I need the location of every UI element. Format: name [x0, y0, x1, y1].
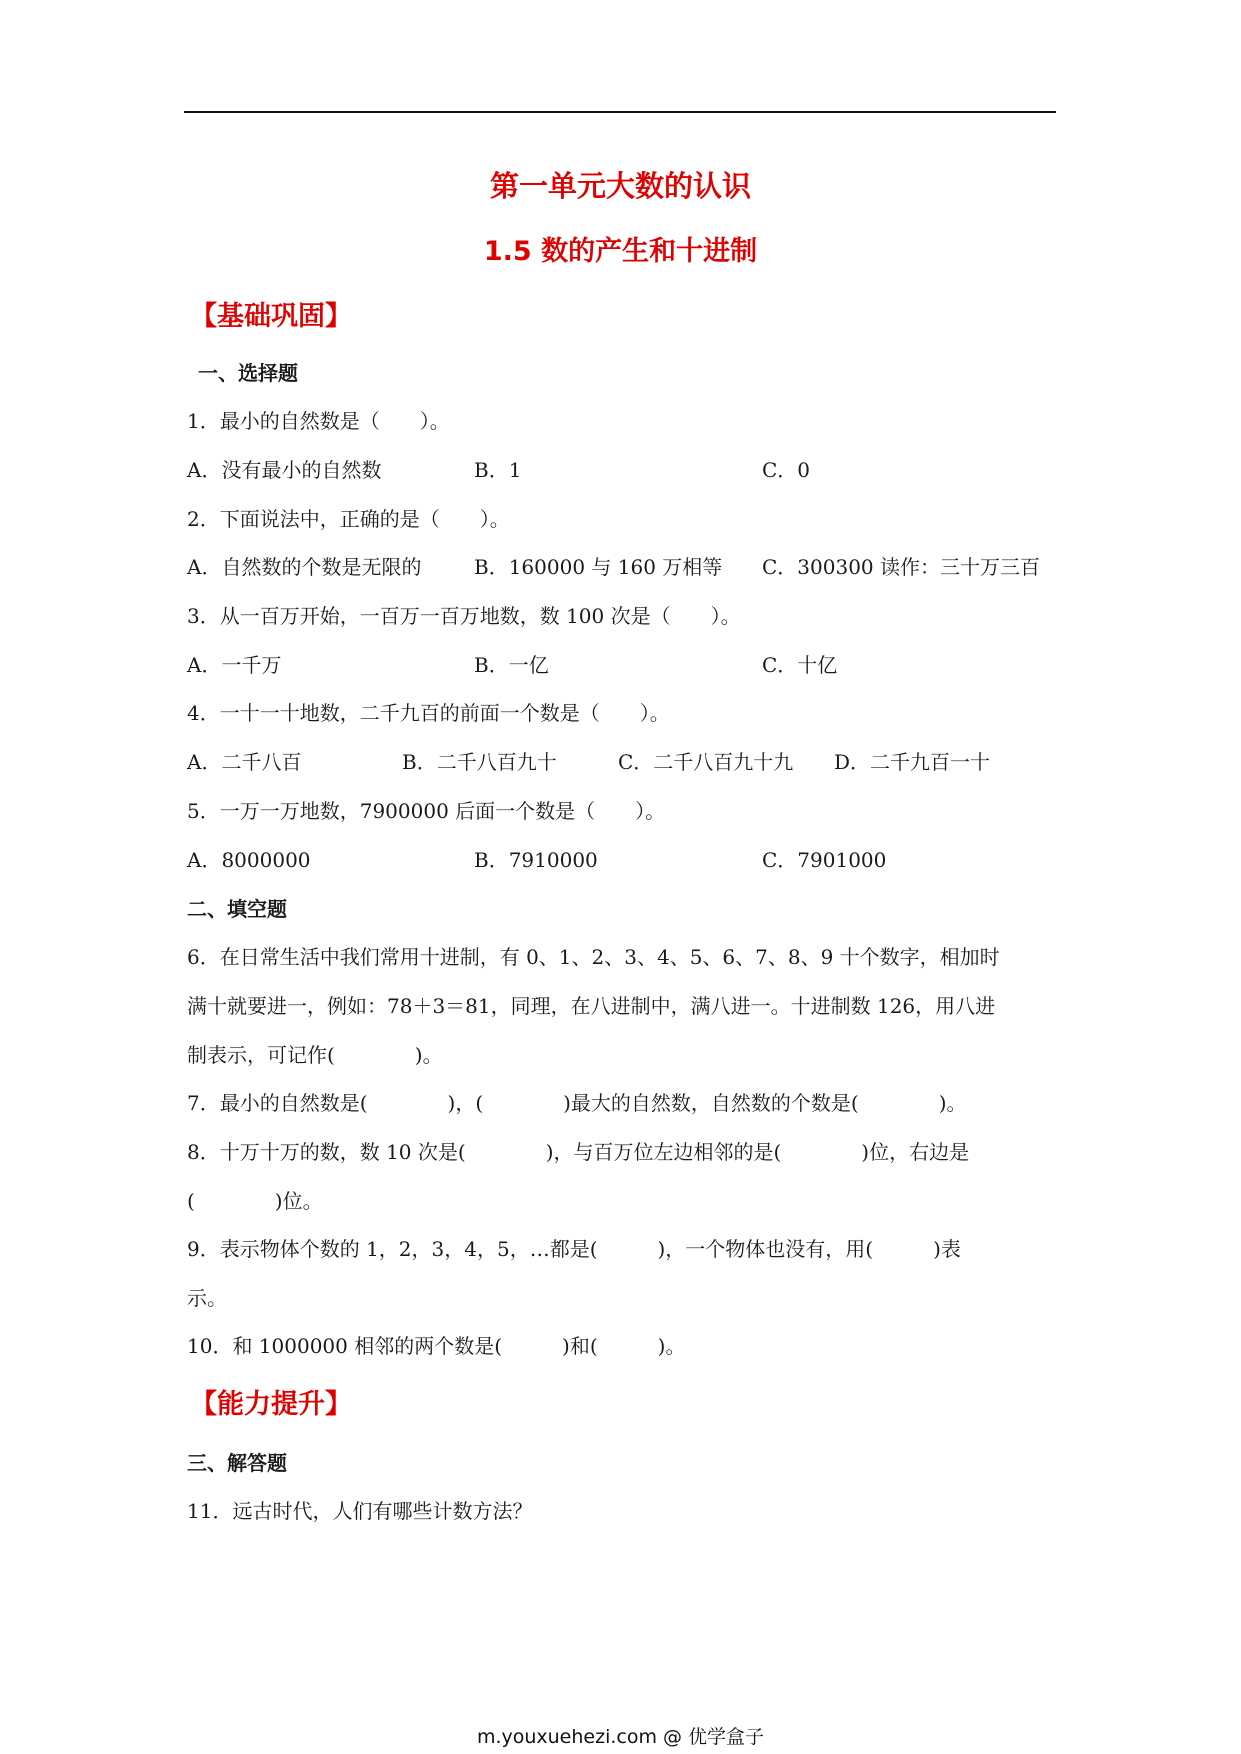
q1-option-b: B．1 [474, 458, 522, 482]
heading-fill-blank: 二、填空题 [187, 897, 287, 921]
header-rule [184, 111, 1056, 113]
q4-option-c: C．二千八百九十九 [618, 750, 794, 774]
question-9-line-1: 9．表示物体个数的 1，2，3，4，5，…都是( )，一个物体也没有，用( )表 [187, 1237, 961, 1261]
q4-option-d: D．二千九百一十 [834, 750, 991, 774]
section-advanced: 【能力提升】 [190, 1389, 352, 1420]
question-3: 3．从一百万开始，一百万一百万地数，数 100 次是（ ）。 [187, 604, 741, 628]
q3-option-a: A．一千万 [187, 653, 282, 677]
q1-option-a: A．没有最小的自然数 [187, 458, 382, 482]
q5-option-b: B．7910000 [474, 848, 598, 872]
question-4: 4．一十一十地数，二千九百的前面一个数是（ ）。 [187, 701, 670, 725]
q3-option-c: C．十亿 [762, 653, 838, 677]
q4-option-b: B．二千八百九十 [402, 750, 557, 774]
question-8-line-1: 8．十万十万的数，数 10 次是( )，与百万位左边相邻的是( )位，右边是 [187, 1140, 970, 1164]
question-8-line-2: ( )位。 [187, 1189, 323, 1213]
q2-option-c: C．300300 读作：三十万三百 [762, 555, 1041, 579]
question-1: 1．最小的自然数是（ ）。 [187, 409, 450, 433]
q2-option-a: A．自然数的个数是无限的 [187, 555, 422, 579]
question-7: 7．最小的自然数是( )，( )最大的自然数，自然数的个数是( )。 [187, 1091, 967, 1115]
page-subtitle: 1.5 数的产生和十进制 [483, 236, 758, 267]
q4-option-a: A．二千八百 [187, 750, 302, 774]
question-2: 2．下面说法中，正确的是（ ）。 [187, 507, 510, 531]
heading-answer: 三、解答题 [187, 1451, 287, 1475]
question-5: 5．一万一万地数，7900000 后面一个数是（ ）。 [187, 799, 666, 823]
q5-option-a: A．8000000 [187, 848, 311, 872]
page-title: 第一单元大数的认识 [489, 169, 751, 203]
question-6-line-3: 制表示，可记作( )。 [187, 1043, 443, 1067]
question-11: 11．远古时代，人们有哪些计数方法？ [187, 1499, 533, 1523]
page-footer: m.youxuehezi.com @ 优学盒子 [476, 1726, 765, 1748]
question-6-line-1: 6．在日常生活中我们常用十进制，有 0、1、2、3、4、5、6、7、8、9 十个数字，相加时 [187, 945, 1000, 969]
question-9-line-2: 示。 [187, 1286, 227, 1310]
question-6-line-2: 满十就要进一，例如：78＋3＝81，同理，在八进制中，满八进一。十进制数 126，用八进 [187, 994, 996, 1018]
q5-option-c: C．7901000 [762, 848, 887, 872]
q1-option-c: C．0 [762, 458, 811, 482]
q3-option-b: B．一亿 [474, 653, 549, 677]
question-10: 10．和 1000000 相邻的两个数是( )和( )。 [187, 1334, 686, 1358]
q2-option-b: B．160000 与 160 万相等 [474, 555, 723, 579]
heading-choice: 一、选择题 [198, 361, 298, 385]
section-basic: 【基础巩固】 [190, 301, 352, 332]
